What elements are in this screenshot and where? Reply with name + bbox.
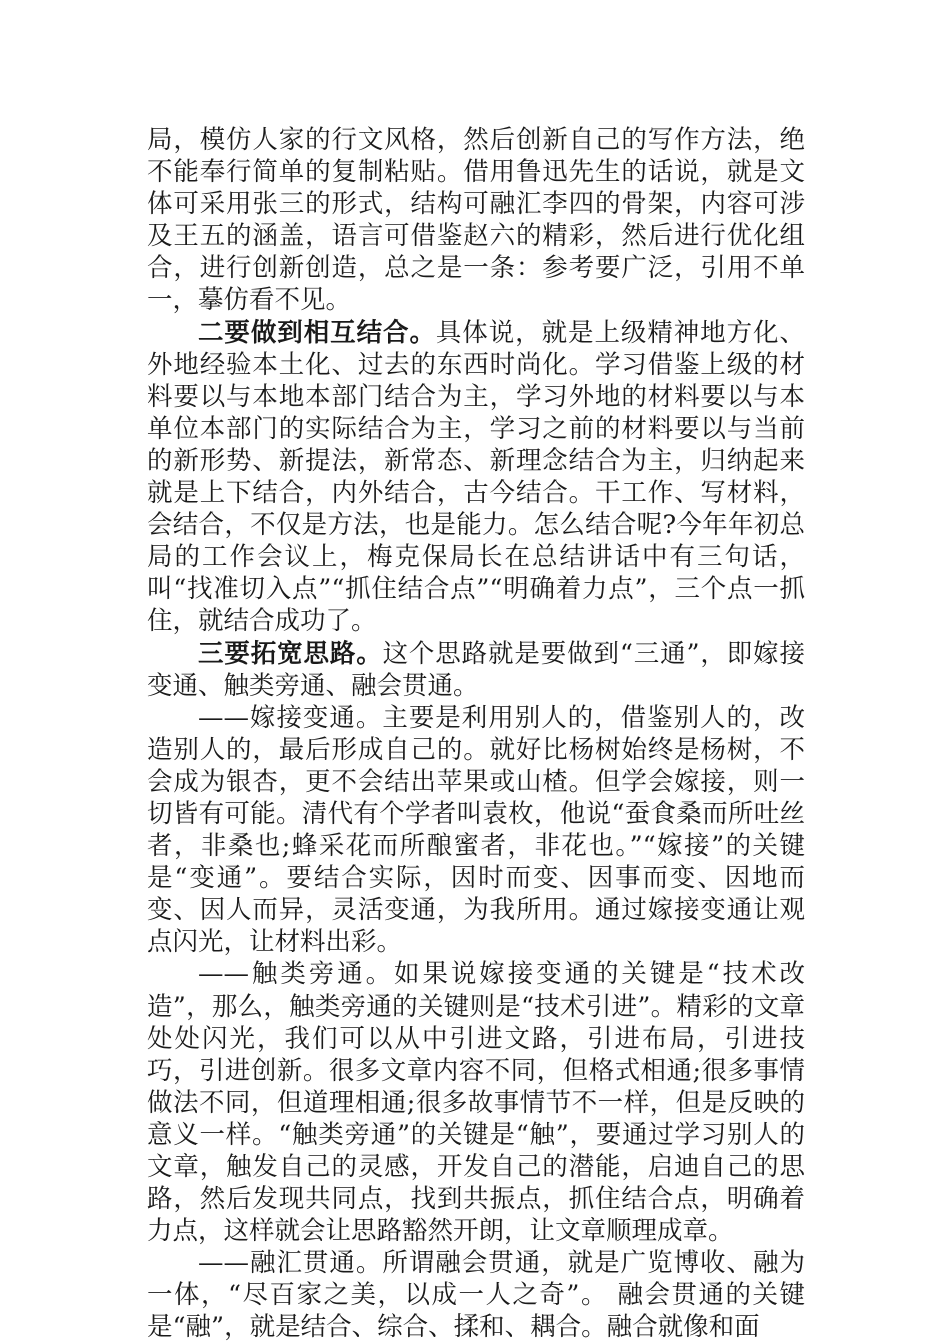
paragraph-5 — [147, 958, 805, 1247]
paragraph-2 — [147, 317, 805, 638]
paragraph-6-text: ——融汇贯通。所谓融会贯通，就是广览博收、融为一体，“尽百家之美，以成一人之奇”。 融会贯通的关键是“融”，就是结合、综合、揉和、耦合。融合就像和面 — [147, 1248, 805, 1343]
paragraph-3 — [147, 638, 805, 702]
paragraph-1-text: 局，模仿人家的行文风格，然后创新自己的写作方法，绝不能奉行简单的复制粘贴。借用鲁迅先生的话说，就是文体可采用张三的形式，结构可融汇李四的骨架，内容可涉及王五的涵盖，语言可借鉴赵六的精彩，然后进行优化组合，进行创新创造，总之是一条：参考要广泛，引用不单一，摹仿看不见。 — [147, 125, 805, 316]
paragraph-4-text: ——嫁接变通。主要是利用别人的，借鉴别人的，改造别人的，最后形成自己的。就好比杨树始终是杨树，不会成为银杏，更不会结出苹果或山楂。但学会嫁接，则一切皆有可能。清代有个学者叫袁枚，他说“蚕食桑而所吐丝者，非桑也;蜂采花而所酿蜜者，非花也。”“嫁接”的关键是“变通”。要结合实际，因时而变、因事而变、因地而变、因人而异，灵活变通，为我所用。通过嫁接变通让观点闪光，让材料出彩。 — [147, 702, 805, 958]
paragraph-3-text: 这个思路就是要做到“三通”，即嫁接变通、触类旁通、融会贯通。 — [147, 638, 805, 701]
document-page — [147, 124, 805, 1344]
paragraph-3-heading: 三要拓宽思路。 — [198, 638, 383, 669]
paragraph-5-text: ——触类旁通。如果说嫁接变通的关键是“技术改造”，那么，触类旁通的关键则是“技术引进”。精彩的文章处处闪光，我们可以从中引进文路，引进布局，引进技巧，引进创新。很多文章内容不同，但格式相通;很多事情做法不同，但道理相通;很多故事情节不一样，但是反映的意义一样。“触类旁通”的关键是“触”，要通过学习别人的文章，触发自己的灵感，开发自己的潜能，启迪自己的思路，然后发现共同点，找到共振点，抓住结合点，明确着力点，这样就会让思路豁然开朗，让文章顺理成章。 — [147, 959, 805, 1247]
paragraph-2-heading: 二要做到相互结合。 — [198, 317, 436, 348]
paragraph-1 — [147, 124, 805, 317]
paragraph-2-text: 具体说，就是上级精神地方化、外地经验本土化、过去的东西时尚化。学习借鉴上级的材料要以与本地本部门结合为主，学习外地的材料要以与本单位本部门的实际结合为主，学习之前的材料要以与当前的新形势、新提法，新常态、新理念结合为主，归纳起来就是上下结合，内外结合，古今结合。干工作、写材料，会结合，不仅是方法，也是能力。怎么结合呢?今年年初总局的工作会议上，梅克保局长在总结讲话中有三句话，叫“找准切入点”“抓住结合点”“明确着力点”，三个点一抓住，就结合成功了。 — [147, 317, 805, 637]
paragraph-6 — [147, 1247, 805, 1343]
paragraph-4 — [147, 702, 805, 959]
